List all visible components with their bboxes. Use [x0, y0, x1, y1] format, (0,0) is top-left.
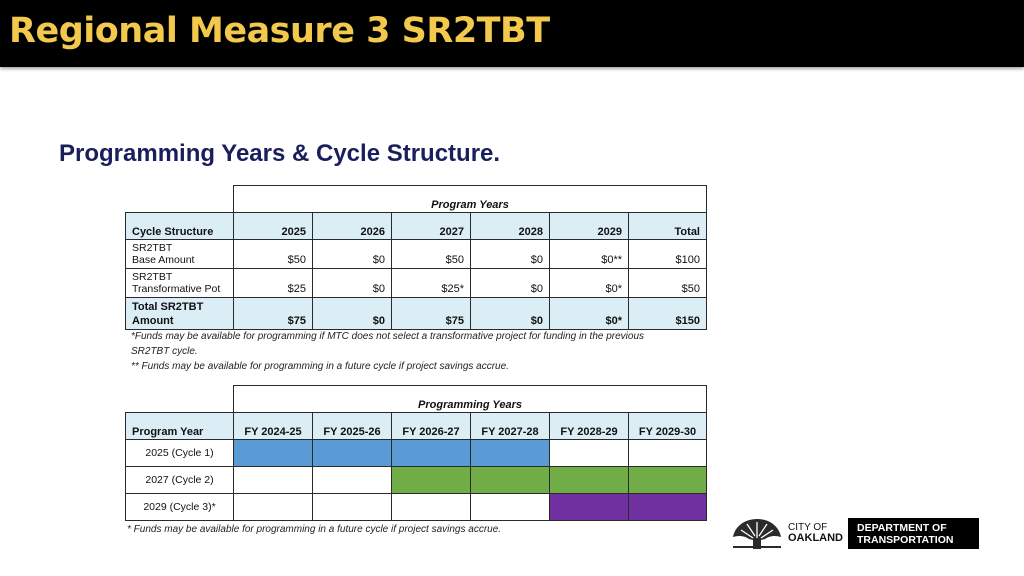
row-label-line: SR2TBT: [132, 242, 173, 254]
table-cell: $0*: [550, 298, 629, 330]
row-label: 2027 (Cycle 2): [126, 467, 234, 494]
table-row: [126, 440, 707, 467]
table-cell: $0: [313, 240, 392, 269]
table-row: [126, 240, 707, 269]
column-header: FY 2024-25: [234, 413, 313, 440]
table-cell: $0: [313, 298, 392, 330]
dept-line: DEPARTMENT OF: [857, 522, 947, 534]
table-row: [126, 269, 707, 298]
row-label-line: Total SR2TBT: [132, 300, 204, 313]
schedule-cell: [313, 467, 392, 494]
table-corner-blank: [126, 386, 234, 413]
row-label-line: Base Amount: [132, 254, 195, 266]
table-row: [126, 467, 707, 494]
footnote: SR2TBT cycle.: [131, 346, 198, 357]
slide-title: Regional Measure 3 SR2TBT: [9, 11, 550, 51]
column-header: Total: [629, 213, 707, 240]
row-label: 2025 (Cycle 1): [126, 440, 234, 467]
schedule-cell: [550, 467, 629, 494]
table-row: [126, 494, 707, 521]
column-header: 2025: [234, 213, 313, 240]
city-line: OAKLAND: [788, 532, 843, 544]
table-cell: $0*: [550, 269, 629, 298]
oakland-dot-logo: [731, 516, 981, 550]
program-years-header: Program Years: [234, 186, 707, 213]
table-cell: $75: [234, 298, 313, 330]
column-header: 2027: [392, 213, 471, 240]
city-line: CITY OF: [788, 522, 828, 533]
schedule-cell: [471, 494, 550, 521]
funding-table: [125, 185, 707, 330]
row-label: 2029 (Cycle 3)*: [126, 494, 234, 521]
schedule-cell: [471, 440, 550, 467]
row-label-line: Transformative Pot: [132, 283, 221, 295]
department-label: [848, 518, 979, 549]
row-label-line: SR2TBT: [132, 271, 173, 283]
table-cell: $50: [234, 240, 313, 269]
table-cell: $25: [234, 269, 313, 298]
schedule-cell: [392, 467, 471, 494]
schedule-cell: [234, 494, 313, 521]
schedule-cell: [313, 494, 392, 521]
oak-tree-icon: [731, 516, 783, 550]
column-header: 2029: [550, 213, 629, 240]
schedule-cell: [392, 440, 471, 467]
schedule-cell: [234, 440, 313, 467]
city-of-oakland-label: [788, 522, 843, 544]
row-label: [126, 269, 234, 298]
table-cell: $0: [471, 298, 550, 330]
table-corner-blank: [126, 186, 234, 213]
schedule-cell: [629, 440, 707, 467]
schedule-cell: [629, 494, 707, 521]
schedule-cell: [313, 440, 392, 467]
schedule-cell: [234, 467, 313, 494]
column-header: FY 2029-30: [629, 413, 707, 440]
column-header: Program Year: [126, 413, 234, 440]
schedule-cell: [550, 440, 629, 467]
column-header: FY 2026-27: [392, 413, 471, 440]
table-cell: $75: [392, 298, 471, 330]
footnote: ** Funds may be available for programming in a future cycle if project savings accrue.: [131, 361, 509, 372]
table-cell: $50: [629, 269, 707, 298]
table-cell: $0: [471, 269, 550, 298]
row-label: [126, 298, 234, 330]
title-bar: [0, 0, 1024, 67]
column-header: FY 2025-26: [313, 413, 392, 440]
schedule-cell: [550, 494, 629, 521]
column-header: 2028: [471, 213, 550, 240]
row-label-line: Amount: [132, 314, 174, 327]
column-header: 2026: [313, 213, 392, 240]
column-header: FY 2027-28: [471, 413, 550, 440]
table-cell: $0**: [550, 240, 629, 269]
total-row: [126, 298, 707, 330]
table1-footnotes: [131, 329, 644, 374]
schedule-cell: [471, 467, 550, 494]
schedule-table: [125, 385, 707, 521]
table-cell: $0: [313, 269, 392, 298]
column-header: FY 2028-29: [550, 413, 629, 440]
programming-years-header: Programming Years: [234, 386, 707, 413]
row-label: [126, 240, 234, 269]
schedule-cell: [629, 467, 707, 494]
table-cell: $25*: [392, 269, 471, 298]
column-header: Cycle Structure: [126, 213, 234, 240]
schedule-cell: [392, 494, 471, 521]
section-subtitle: Programming Years & Cycle Structure.: [59, 140, 501, 167]
table-cell: $50: [392, 240, 471, 269]
table-cell: $100: [629, 240, 707, 269]
footnote: *Funds may be available for programming if MTC does not select a transformative project for funding in the previous: [131, 331, 645, 342]
table-cell: $0: [471, 240, 550, 269]
dept-line: TRANSPORTATION: [857, 534, 954, 546]
table-cell: $150: [629, 298, 707, 330]
table2-footnote: * Funds may be available for programming in a future cycle if project savings accrue.: [127, 524, 502, 535]
